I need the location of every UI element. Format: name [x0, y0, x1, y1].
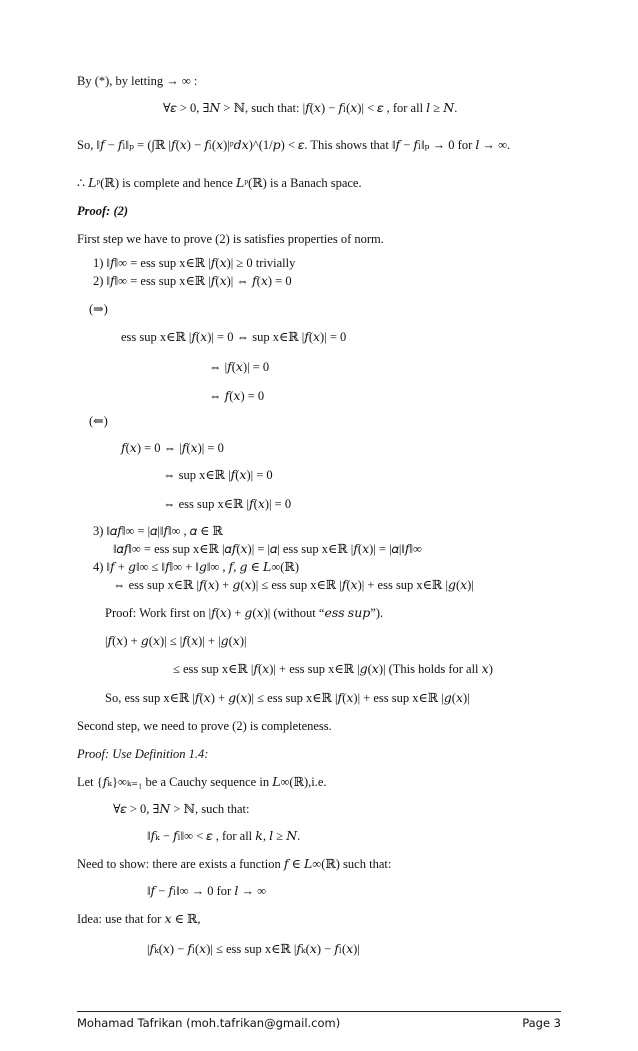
math-line: 4) ‖𝑓 + 𝑔‖∞ ≤ ‖𝑓‖∞ + ‖𝑔‖∞ , 𝑓, 𝑔 ∈ 𝐿∞(ℝ)	[93, 560, 299, 574]
text-line: Proof: Work first on |𝑓(𝑥) + 𝑔(𝑥)| (without “𝑒𝑠𝑠 𝑠𝑢𝑝”).	[105, 606, 384, 620]
math-line: ≤ ess sup x∈ℝ |𝑓(𝑥)| + ess sup x∈ℝ |𝑔(𝑥)| (This holds for all 𝑥)	[173, 662, 493, 676]
math-line: ⇔ |𝑓(𝑥)| = 0	[209, 360, 270, 374]
math-line: 𝑓(𝑥) = 0 ⇔ |𝑓(𝑥)| = 0	[121, 441, 224, 455]
proof-heading: Proof: Use Definition 1.4:	[77, 747, 209, 761]
math-line: |𝑓(𝑥) + 𝑔(𝑥)| ≤ |𝑓(𝑥)| + |𝑔(𝑥)|	[105, 634, 247, 648]
text-line: Let {𝑓ₖ}∞ₖ₌₁ be a Cauchy sequence in 𝐿∞(ℝ),i.e.	[77, 775, 327, 789]
math-line: ⇔ ess sup x∈ℝ |𝑓(𝑥) + 𝑔(𝑥)| ≤ ess sup x∈ℝ |𝑓(𝑥)| + ess sup x∈ℝ |𝑔(𝑥)|	[113, 578, 474, 592]
math-line: 1) ‖𝑓‖∞ = ess sup x∈ℝ |𝑓(𝑥)| ≥ 0 trivially	[93, 256, 296, 270]
math-line: ‖𝑓 − 𝑓ₗ‖∞ → 0 for 𝑙 → ∞	[147, 884, 267, 898]
footer-author: Mohamad Tafrikan (moh.tafrikan@gmail.com)	[77, 1016, 341, 1030]
text-line: ∴ 𝐿ᵖ(ℝ) is complete and hence 𝐿ᵖ(ℝ) is a Banach space.	[77, 176, 362, 190]
math-line: ⇔ 𝑓(𝑥) = 0	[209, 389, 265, 403]
proof-heading: Proof: (2)	[77, 204, 129, 218]
math-line: 2) ‖𝑓‖∞ = ess sup x∈ℝ |𝑓(𝑥)| ⇔ 𝑓(𝑥) = 0	[93, 274, 292, 288]
math-line: ⇔ ess sup x∈ℝ |𝑓(𝑥)| = 0	[163, 497, 292, 511]
math-line: ⇔ sup x∈ℝ |𝑓(𝑥)| = 0	[163, 468, 273, 482]
math-line: ess sup x∈ℝ |𝑓(𝑥)| = 0 ⇔ sup x∈ℝ |𝑓(𝑥)| = 0	[121, 330, 347, 344]
math-line: So, ‖𝑓 − 𝑓ₗ‖ₚ = (∫ℝ |𝑓(𝑥) − 𝑓ₗ(𝑥)|ᵖ𝑑𝑥)^(1/𝑝) < 𝜀. This shows that ‖𝑓 − 𝑓ₗ‖ₚ → 0 for 𝑙 → ∞.	[77, 138, 511, 152]
page-number: Page 3	[522, 1016, 561, 1030]
math-line: So, ess sup x∈ℝ |𝑓(𝑥) + 𝑔(𝑥)| ≤ ess sup x∈ℝ |𝑓(𝑥)| + ess sup x∈ℝ |𝑔(𝑥)|	[105, 691, 470, 705]
text-line: First step we have to prove (2) is satisfies properties of norm.	[77, 232, 384, 246]
math-line: |𝑓ₖ(𝑥) − 𝑓ₗ(𝑥)| ≤ ess sup x∈ℝ |𝑓ₖ(𝑥) − 𝑓ₗ(𝑥)|	[147, 942, 360, 956]
text-line: (⇐)	[89, 414, 108, 428]
text-line: By (*), by letting → ∞ :	[77, 74, 198, 88]
text-line: Second step, we need to prove (2) is completeness.	[77, 719, 332, 733]
text-line: Idea: use that for 𝑥 ∈ ℝ,	[77, 912, 201, 926]
math-line: ∀𝜀 > 0, ∃𝑁 > ℕ, such that: |𝑓(𝑥) − 𝑓ₗ(𝑥)| < 𝜀 , for all 𝑙 ≥ 𝑁.	[163, 101, 458, 115]
math-line: ‖𝑓ₖ − 𝑓ₗ‖∞ < 𝜀 , for all 𝑘, 𝑙 ≥ 𝑁.	[147, 829, 301, 843]
text-line: Need to show: there are exists a function 𝑓 ∈ 𝐿∞(ℝ) such that:	[77, 857, 392, 871]
math-line: ‖𝛼𝑓‖∞ = ess sup x∈ℝ |𝛼𝑓(𝑥)| = |𝛼| ess sup x∈ℝ |𝑓(𝑥)| = |𝛼|‖𝑓‖∞	[113, 542, 422, 556]
text-line: (⇒)	[89, 302, 108, 316]
math-line: 3) ‖𝛼𝑓‖∞ = |𝛼|‖𝑓‖∞ , 𝛼 ∈ ℝ	[93, 524, 223, 538]
math-line: ∀𝜀 > 0, ∃𝑁 > ℕ, such that:	[113, 802, 250, 816]
page-footer	[77, 1011, 561, 1030]
